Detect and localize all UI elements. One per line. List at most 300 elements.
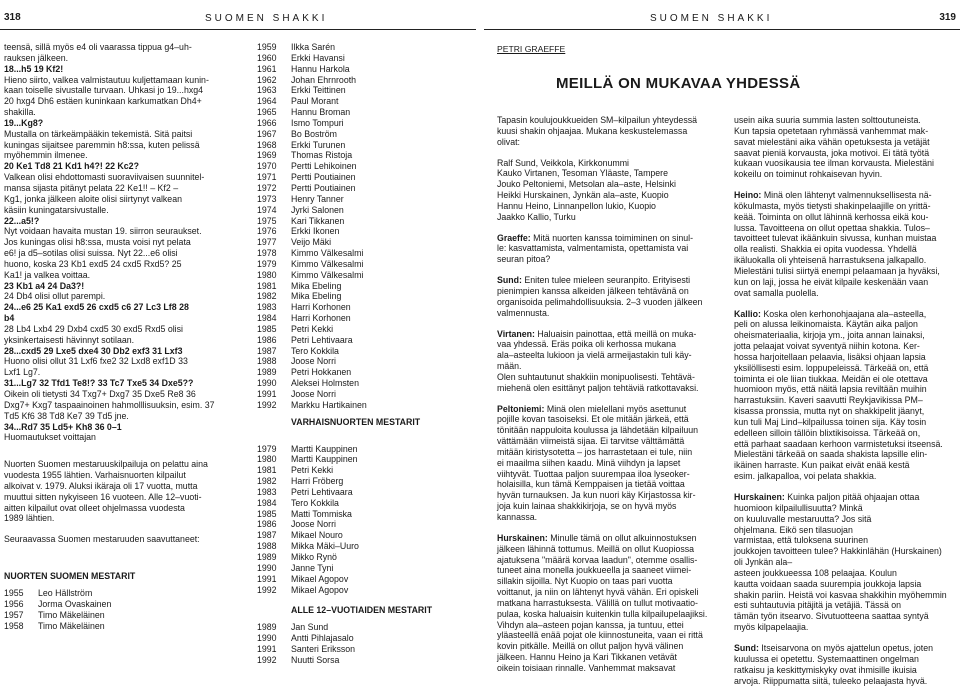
champion-entry (257, 585, 472, 596)
paragraph-line: yläasteellä enää pojat ole kiinnostuneita, vaan ei rittä (497, 630, 703, 641)
champion-year: 1992 (257, 654, 277, 665)
article-column-1 (497, 115, 715, 674)
champion-name: Kari Tikkanen (291, 215, 345, 226)
champion-year: 1955 (4, 587, 24, 598)
paragraph-line: pienimpien kanssa alkeiden jälkeen tehtävänä on (497, 285, 689, 296)
paragraph-line: lussa. Tavoitteena on ollut opettaa shakkia. Tulos– (734, 222, 930, 233)
move-line: 31...Lg7 32 Tfd1 Te8!? 33 Tc7 Txe5 34 Dxe5?? (4, 378, 194, 389)
champion-name: Tero Kokkila (291, 345, 339, 356)
champion-entry (257, 85, 472, 96)
champion-name: Janne Tyni (291, 562, 334, 573)
champion-entry (257, 226, 472, 237)
champion-name: Petri Kekki (291, 323, 334, 334)
champion-entry (257, 64, 472, 75)
champion-name: Pertti Lehikoinen (291, 161, 357, 172)
paragraph-line: Hannu Heino, Linnanpellon lukio, Kuopio (497, 200, 656, 211)
annotation-line: rauksen jälkeen. (4, 52, 69, 63)
champion-name: Timo Mäkeläinen (38, 620, 105, 631)
paragraph-line: vättämään viimeistä sijaa. Ei tarvitse välttämättä (497, 436, 685, 447)
paragraph-line: hyvän turnauksen. Ja kun nuori käy Kirjastossa kir- (497, 490, 696, 501)
annotation-line: yksinkertaisesti hävinnyt sotilaan. (4, 334, 135, 345)
paragraph-line: olivat: (497, 136, 520, 147)
paragraph-line: le: kasvattamista, valmentamista, opettamista vai (497, 243, 689, 254)
paragraph-line: mään. (497, 361, 522, 372)
champion-entry (257, 655, 472, 666)
champion-name: Thomas Ristoja (291, 150, 353, 161)
champion-entry (257, 454, 472, 465)
champion-entry (257, 75, 472, 86)
champion-entry (257, 281, 472, 292)
speaker-name: Hurskainen: (734, 492, 785, 502)
champion-year: 1984 (257, 313, 277, 324)
paragraph-line: kuulussa ei opetettu. Systemaattinen ongelman (734, 653, 919, 664)
running-title-right: SUOMEN SHAKKI (650, 13, 773, 24)
paragraph-line: hossa harjoitellaan pelaavia, lisäksi ohjaan lapsia (734, 351, 926, 362)
annotation-line: Valkean olisi ehdottomasti suoraviivaisen suunnitel- (4, 172, 205, 183)
move-line: 18...h5 19 Kf2! (4, 63, 64, 74)
champion-entry (257, 270, 472, 281)
paragraph-line: voittanut, ja niin on lähtenyt hyvä vähän. Eri opiskeli (497, 587, 699, 598)
champion-entry (4, 621, 248, 632)
champion-year: 1983 (257, 486, 277, 497)
paragraph-line: pulaa, koska haluaisin kuitenkin tulla kilpailupelaajiksi. (497, 608, 708, 619)
champion-entry (257, 161, 472, 172)
paragraph-line: Kun tapsia opetetaan ryhmässä vanhemmat mak- (734, 125, 929, 136)
article-column-2 (734, 115, 952, 686)
champion-year: 1989 (257, 622, 277, 633)
intro-line: muuttui sitten nykyiseen 16 vuoteen. Alle 12–vuoti- (4, 491, 202, 502)
champion-entry (257, 465, 472, 476)
speaker-name: Hurskainen: (497, 532, 548, 543)
annotation-line: Ka1! ja valkea voittaa. (4, 269, 91, 280)
champion-entry (257, 400, 472, 411)
annotation-line: Mustalla on tärkeämpääkin tekemistä. Sitä paitsi (4, 128, 193, 139)
paragraph-line: seuran pitoa? (497, 254, 551, 265)
page-number-left: 318 (4, 12, 21, 23)
champion-name: Petri Lehtivaara (291, 486, 353, 497)
champion-year: 1977 (257, 237, 277, 248)
champion-entry (257, 622, 472, 633)
article-paragraph (734, 643, 952, 686)
paragraph-line: ikäinen harraste. Kun paikat eivät enää kestä (734, 460, 910, 471)
champion-entry (257, 140, 472, 151)
paragraph-line: oikein toisiaan rinnalle. Vanhemmat maksavat (497, 662, 676, 673)
champion-year: 1976 (257, 226, 277, 237)
annotation-line: kuningas sijaitsee paremmin h8:ssa, kuten pelissä (4, 139, 200, 150)
paragraph-line: ovat samalla puolella. (734, 287, 819, 298)
champion-entry (257, 519, 472, 530)
champion-entry (257, 53, 472, 64)
champion-name: Antti Pihlajasalo (291, 633, 354, 644)
paragraph-line: harrastuksiin. Kaveri saavutti Reykjavikissa PM– (734, 395, 923, 406)
paragraph-line: savat mielestäni aika vähän opetuksesta ja vetäjät (734, 136, 930, 147)
paragraph-line: joukkojen tavoitteen tulee? Hakkinlähän (Hurskainen) oli Jynkän ala– (734, 546, 942, 568)
page-number-right: 319 (939, 12, 956, 23)
champion-entry (257, 183, 472, 194)
champion-entry (257, 129, 472, 140)
champion-entry (257, 150, 472, 161)
champion-entry (257, 389, 472, 400)
annotation-line: Nyt voidaan havaita mustan 19. siirron seuraukset. (4, 226, 202, 237)
paragraph-line: Jouko Peltoniemi, Metsolan ala–aste, Helsinki (497, 179, 676, 190)
spacer (4, 561, 248, 571)
annotation-line: Lxf1 Lg7. (4, 367, 41, 378)
champion-year: 1983 (257, 302, 277, 313)
champion-name: Leo Hällström (38, 587, 93, 598)
paragraph-line: organisoida pelimahdollisuuksia. 2–3 vuoden jälkeen (497, 296, 703, 307)
paragraph-line: jotta pelaajat voivat syventyä niihin kotona. Ker- (734, 341, 920, 352)
champion-year: 1990 (257, 378, 277, 389)
champion-year: 1988 (257, 356, 277, 367)
champion-entry (257, 313, 472, 324)
champion-name: Erkki Teittinen (291, 85, 346, 96)
paragraph-line: huomioon kilpailullisuutta? Minkä (734, 502, 863, 513)
champion-entry (4, 588, 248, 599)
speaker-name: Heino: (734, 190, 762, 201)
champion-year: 1985 (257, 508, 277, 519)
move-line: 28...cxd5 29 Lxe5 dxe4 30 Db2 exf3 31 Lxf3 (4, 345, 183, 356)
speaker-name: Sund: (734, 642, 759, 653)
paragraph-line: valmennusta. (497, 307, 550, 318)
champion-name: Mikael Agopov (291, 584, 349, 595)
paragraph-line: esim. jalkapalloa, voi pelata shakkia. (734, 471, 877, 482)
champion-year: 1966 (257, 117, 277, 128)
paragraph-line: matkana harrastuksesta. Välillä on tullut motivaatio- (497, 597, 698, 608)
paragraph-line: Mielestäni tärkeää on saada shakista lapsille elin- (734, 449, 928, 460)
annotation-line: Kg1, jonka jälkeen aloite olisi siirtynyt valkean (4, 193, 182, 204)
champion-name: Harri Fröberg (291, 476, 344, 487)
champion-year: 1988 (257, 541, 277, 552)
paragraph-line: Vihdyn ala–asteen pojan kanssa, ja tuntuu, ettei (497, 619, 684, 630)
champion-entry (257, 498, 472, 509)
paragraph-line: yksilöllisesti esim. loppupeleissä. Tärkeää on, että (734, 362, 929, 373)
paragraph-line: Eniten tulee mieleen seuranpito. Erityisesti (521, 275, 691, 286)
paragraph-line: usein aika suuria summia lasten solttoutuneista. (734, 115, 921, 125)
champion-year: 1981 (257, 465, 277, 476)
spacer (4, 545, 248, 561)
paragraph-line: joja kuin lainaa shakkikirjoja, se on hyvä myös (497, 501, 677, 512)
paragraph-line: kuusi shakin ohjaajaa. Mukana keskustelemassa (497, 125, 688, 136)
game-annotation-column (4, 42, 248, 631)
champion-entry (4, 599, 248, 610)
champion-entry (257, 96, 472, 107)
paragraph-line: on kuuluvalle mestaruutta? Jos sitä (734, 513, 872, 524)
champion-name: Petri Kekki (291, 465, 334, 476)
champion-year: 1985 (257, 323, 277, 334)
paragraph-line: edelleen silloin tällöin blixtikisoissa. Tärkeää on, (734, 427, 921, 438)
champion-entry (257, 487, 472, 498)
paragraph-line: pojille kovan tasoiseksi. Et ole mitään järkeä, että (497, 414, 689, 425)
move-line: 34...Rd7 35 Ld5+ Kh8 36 0–1 (4, 421, 122, 432)
champion-name: Jan Sund (291, 622, 329, 633)
champion-year: 1956 (4, 598, 24, 609)
champion-name: Joose Norri (291, 519, 336, 530)
paragraph-line: oheismateriaalia, kirjoja ym., joita annan lainaksi, (734, 330, 925, 341)
champion-entry (257, 541, 472, 552)
article-paragraph (497, 533, 715, 674)
move-line: 20 Ke1 Td8 21 Kd1 h4?! 22 Kc2? (4, 161, 139, 172)
champion-entry (257, 530, 472, 541)
champion-name: Joose Norri (291, 356, 336, 367)
champion-year: 1973 (257, 193, 277, 204)
champion-year: 1957 (4, 609, 24, 620)
paragraph-line: kukaan vuosikausia tee ilman korvausta. Mielestäni (734, 158, 934, 169)
champion-year: 1991 (257, 573, 277, 584)
champion-entry (257, 552, 472, 563)
champion-entry (257, 367, 472, 378)
annotation-line: e6! ja d5–sotilas olisi suissa. Nyt 22...e6 olisi (4, 248, 178, 259)
paragraph-line: ajatuksena "määrä korvaa laadun", otemme osallis- (497, 554, 698, 565)
annotation-line: Jos kuningas olisi h8:ssa, musta voisi nyt pelata (4, 237, 191, 248)
right-page-header (484, 10, 960, 30)
paragraph-line: huomioon myös, että näitä lapsia reviltään muihin (734, 384, 927, 395)
champion-entry (257, 324, 472, 335)
champion-year: 1958 (4, 620, 24, 631)
paragraph-line: viihtyvät. Tuottaa paljon suurempaa iloa lyseoker- (497, 468, 690, 479)
champion-name: Hannu Harkola (291, 63, 350, 74)
champion-name: Mikko Rynö (291, 551, 337, 562)
champion-year: 1986 (257, 519, 277, 530)
champion-name: Tero Kokkila (291, 497, 339, 508)
paragraph-line: että parhaat saadaan kerhoon varmistetuksi itseensä. (734, 438, 943, 449)
paragraph-line: ala–asteelta lukioon ja vielä armeijastakin tuli käy- (497, 350, 692, 361)
annotation-line: myöhemmin ilmenee. (4, 150, 88, 161)
intro-line: vuodesta 1955 lähtien. Varhaisnuorten kilpailut (4, 470, 186, 481)
paragraph-line: myös kilpapelaajia. (734, 622, 809, 633)
champion-name: Nuutti Sorsa (291, 654, 340, 665)
champion-name: Veijo Mäki (291, 237, 332, 248)
paragraph-line: saavat pieniä korvausta, joka motivoi. Ei tätä työtä (734, 147, 930, 158)
champion-name: Martti Kauppinen (291, 443, 358, 454)
speaker-name: Graeffe: (497, 232, 531, 243)
article-paragraph (734, 492, 952, 633)
champion-year: 1984 (257, 497, 277, 508)
article-paragraph (497, 158, 715, 223)
speaker-name: Kallio: (734, 308, 761, 319)
champion-year: 1986 (257, 334, 277, 345)
champion-entry (257, 633, 472, 644)
intro-line: Seuraavassa Suomen mestaruuden saavuttaneet: (4, 534, 200, 545)
champion-name: Kimmo Välkesalmi (291, 248, 364, 259)
champion-entry (257, 216, 472, 227)
annotation-line: Td5 Kf6 38 Td8 Ke7 39 Td5 jne. (4, 410, 129, 421)
intro-line: 1989 lähtien. (4, 513, 55, 524)
article-paragraph (734, 115, 952, 180)
champion-entry (257, 476, 472, 487)
champion-entry (257, 378, 472, 389)
annotation-line: 28 Lb4 Lxb4 29 Dxb4 cxd5 30 exd5 Rxd5 olisi (4, 323, 183, 334)
champion-entry (257, 172, 472, 183)
article-paragraph (734, 190, 952, 298)
paragraph-line: Mitä nuorten kanssa toimiminen on sinul- (530, 232, 694, 243)
champion-entry (257, 42, 472, 53)
champion-entry (257, 444, 472, 455)
champion-year: 1971 (257, 172, 277, 183)
annotation-line: mansa sijasta pitänyt pelata 22 Ke1!! – Kf2 – (4, 182, 179, 193)
paragraph-line: arvoja. Riippumatta siitä, tuleeko pelaajasta hyvä. (734, 675, 928, 686)
champion-name: Matti Tommiska (291, 508, 352, 519)
champion-entry (257, 107, 472, 118)
champion-entry (257, 237, 472, 248)
champion-year: 1987 (257, 530, 277, 541)
champion-year: 1962 (257, 74, 277, 85)
champions-list-column (257, 42, 472, 666)
paragraph-line: kovin pitkälle. Meillä on ollut paljon hyvä välinen (497, 641, 684, 652)
move-line: b4 (4, 313, 15, 324)
champion-year: 1964 (257, 96, 277, 107)
article-paragraph (497, 275, 715, 318)
champion-year: 1970 (257, 161, 277, 172)
champion-name: Ilkka Sarén (291, 42, 336, 52)
paragraph-line: kun on laji, jossa he eivät kilpaile keskenään vaan (734, 276, 929, 287)
article-paragraph (497, 329, 715, 394)
champion-entry (257, 291, 472, 302)
paragraph-line: kokeilu on toiminut rohkaisevan hyvin. (734, 169, 883, 180)
paragraph-line: Mielestäni tulisi siirtyä enempi pelaamaan ja hyväksi, (734, 265, 940, 276)
champion-year: 1961 (257, 63, 277, 74)
spacer (257, 434, 472, 444)
paragraph-line: peli on alussa leikinomaista. Käytän aika paljon (734, 319, 918, 330)
paragraph-line: miehenä olen esittänyt paljon tehtäviä ratkottavaksi. (497, 382, 699, 393)
champion-name: Mikael Nouro (291, 530, 343, 541)
champion-year: 1972 (257, 182, 277, 193)
spacer (4, 524, 248, 534)
champion-year: 1989 (257, 367, 277, 378)
champion-year: 1968 (257, 139, 277, 150)
paragraph-line: ei maailma siihen kaadu. Minä viihdyn ja lapset (497, 457, 681, 468)
champion-name: Harri Korhonen (291, 313, 351, 324)
champion-entry (257, 335, 472, 346)
champion-name: Harri Korhonen (291, 302, 351, 313)
paragraph-line: holaisilla, kun tämä Kemppaisen ja tietää voittaa (497, 479, 685, 490)
annotation-line: Huomautukset voittajan (4, 432, 96, 443)
champion-entry (257, 259, 472, 270)
paragraph-line: Minä olen lähtenyt valmennuksellisesta nä- (761, 190, 932, 201)
paragraph-line: ohjelmana. Eikö sen tilasuojan (734, 524, 853, 535)
paragraph-line: Itseisarvona on myös ajattelun opetus, joten (758, 642, 934, 653)
champion-name: Mikka Mäki–Uuro (291, 541, 359, 552)
champion-year: 1969 (257, 150, 277, 161)
champion-name: Jyrki Salonen (291, 204, 344, 215)
champion-entry (257, 356, 472, 367)
speaker-name: Virtanen: (497, 328, 535, 339)
paragraph-line: Olen suhtautunut shakkiin monipuolisesti. Tehtävä- (497, 371, 695, 382)
speaker-name: Sund: (497, 275, 522, 286)
annotation-line: Hieno siirto, valkea valmistautuu kuljettamaan kunin- (4, 74, 209, 85)
annotation-line: 24 Db4 olisi ollut parempi. (4, 291, 106, 302)
move-line: 23 Kb1 a4 24 Da3?! (4, 280, 85, 291)
champion-name: Kimmo Välkesalmi (291, 269, 364, 280)
champion-year: 1982 (257, 476, 277, 487)
champion-name: Martti Kauppinen (291, 454, 358, 465)
annotation-line: teensä, sillä myös e4 oli vaarassa tippua g4–uh- (4, 42, 192, 52)
champion-entry (257, 644, 472, 655)
paragraph-line: shakin pariin. Heistä voi kasvaa shakkihin myöhemmin (734, 589, 947, 600)
champion-name: Markku Hartikainen (291, 399, 367, 410)
champion-entry (4, 610, 248, 621)
paragraph-line: mitään kiristysotetta – jos harrastetaan ei tule, niin (497, 446, 693, 457)
move-line: 24...e6 25 Ka1 exd5 26 cxd5 c6 27 Lc3 Lf8 28 (4, 302, 189, 313)
annotation-line: Dxg7+ Kxg7 taspaainoinen hahmolllisuuksin, esim. 37 (4, 399, 215, 410)
champion-year: 1978 (257, 248, 277, 259)
paragraph-line: Heikki Hurskainen, Jynkän ala–aste, Kuopio (497, 190, 669, 201)
champion-entry (257, 194, 472, 205)
champion-entry (257, 248, 472, 259)
paragraph-line: ratkaisu ja keskittymiskyky ovat ihmisille ikuisia (734, 664, 917, 675)
paragraph-line: jälkeen. Hannu Heino ja Kari Tikkanen vetävät (497, 652, 677, 663)
champion-year: 1965 (257, 107, 277, 118)
paragraph-line: kannassa. (497, 512, 538, 522)
champion-name: Ismo Tompuri (291, 117, 344, 128)
alle12-heading: ALLE 12–VUOTIAIDEN MESTARIT (291, 605, 433, 616)
paragraph-line: Jaakko Kallio, Turku (497, 211, 576, 222)
spacer (4, 443, 248, 459)
paragraph-line: tuneet aina monella joukkueella ja saaneet viimei- (497, 565, 692, 576)
paragraph-line: Kuinka paljon pitää ohjaajan ottaa (784, 492, 920, 502)
paragraph-line: esti suhtautuvia pitäjitä ja vetäjiä. Tässä on (734, 600, 902, 611)
article-author: PETRI GRAEFFE (497, 44, 566, 54)
nuorten-heading: NUORTEN SUOMEN MESTARIT (4, 571, 136, 582)
paragraph-line: jälkeen lähinnä tottumus. Meillä on ollut Kuopiossa (497, 543, 695, 554)
champion-name: Pertti Poutiainen (291, 182, 356, 193)
move-line: 22...a5!? (4, 215, 40, 226)
intro-line: alkoivat v. 1979. Aluksi ikäraja oli 17 vuotta, mutta (4, 480, 198, 491)
champion-entry (257, 205, 472, 216)
champion-name: Aleksei Holmsten (291, 378, 359, 389)
champion-year: 1992 (257, 399, 277, 410)
champion-entry (257, 346, 472, 357)
champion-year: 1974 (257, 204, 277, 215)
champion-name: Kimmo Välkesalmi (291, 258, 364, 269)
champion-name: Mika Ebeling (291, 280, 342, 291)
champion-year: 1991 (257, 643, 277, 654)
article-paragraph (734, 309, 952, 483)
champion-year: 1963 (257, 85, 277, 96)
champion-name: Petri Lehtivaara (291, 334, 353, 345)
paragraph-line: varmistaa, että tuloksena suurinen (734, 535, 868, 546)
paragraph-line: kökulmasta, myös tietysti shakinpelaajille on yrittä- (734, 200, 931, 211)
annotation-line: käsiin kuningatarsivustalle. (4, 204, 109, 215)
paragraph-line: Tapasin koulujoukkueiden SM–kilpailun yhteydessä (497, 115, 698, 125)
paragraph-line: Ralf Sund, Veikkola, Kirkkonummi (497, 157, 630, 168)
champion-name: Mika Ebeling (291, 291, 342, 302)
champion-year: 1987 (257, 345, 277, 356)
champion-name: Henry Tanner (291, 193, 344, 204)
champion-name: Erkki Turunen (291, 139, 346, 150)
paragraph-line: asteen joukkueessa 108 pelaajaa. Koulun (734, 567, 897, 578)
champion-year: 1975 (257, 215, 277, 226)
article-title: MEILLÄ ON MUKAVAA YHDESSÄ (556, 75, 801, 92)
left-page-header (0, 10, 476, 30)
article-paragraph (497, 404, 715, 523)
champion-entry (257, 302, 472, 313)
champion-year: 1992 (257, 584, 277, 595)
paragraph-line: toiminta ei ole liian tiukkaa. Meidän ei ole otettava (734, 373, 928, 384)
champion-name: Erkki Havansi (291, 52, 345, 63)
article-paragraph (497, 115, 715, 148)
annotation-line: Oikein oli tietysti 34 Txg7+ Dxg7 35 Dxe5 Re8 36 (4, 389, 196, 399)
champion-name: Santeri Eriksson (291, 643, 356, 654)
paragraph-line: kun tuli Maj Lind–kilpailussa toinen sija. Käy tosin (734, 416, 927, 427)
paragraph-line: tämän työn itsearvo. Sivutuotteena saattaa syntyä (734, 611, 929, 622)
champion-year: 1980 (257, 454, 277, 465)
champion-name: Bo Boström (291, 128, 337, 139)
annotation-line: 20 hxg4 Dh6 estäen kuninkaan karkumatkan Dh4+ (4, 96, 202, 107)
champion-name: Mikael Agopov (291, 573, 349, 584)
champion-name: Timo Mäkeläinen (38, 609, 105, 620)
paragraph-line: vaa yhdessä. Eräs poika oli kerhossa mukana (497, 339, 676, 350)
champion-year: 1982 (257, 291, 277, 302)
